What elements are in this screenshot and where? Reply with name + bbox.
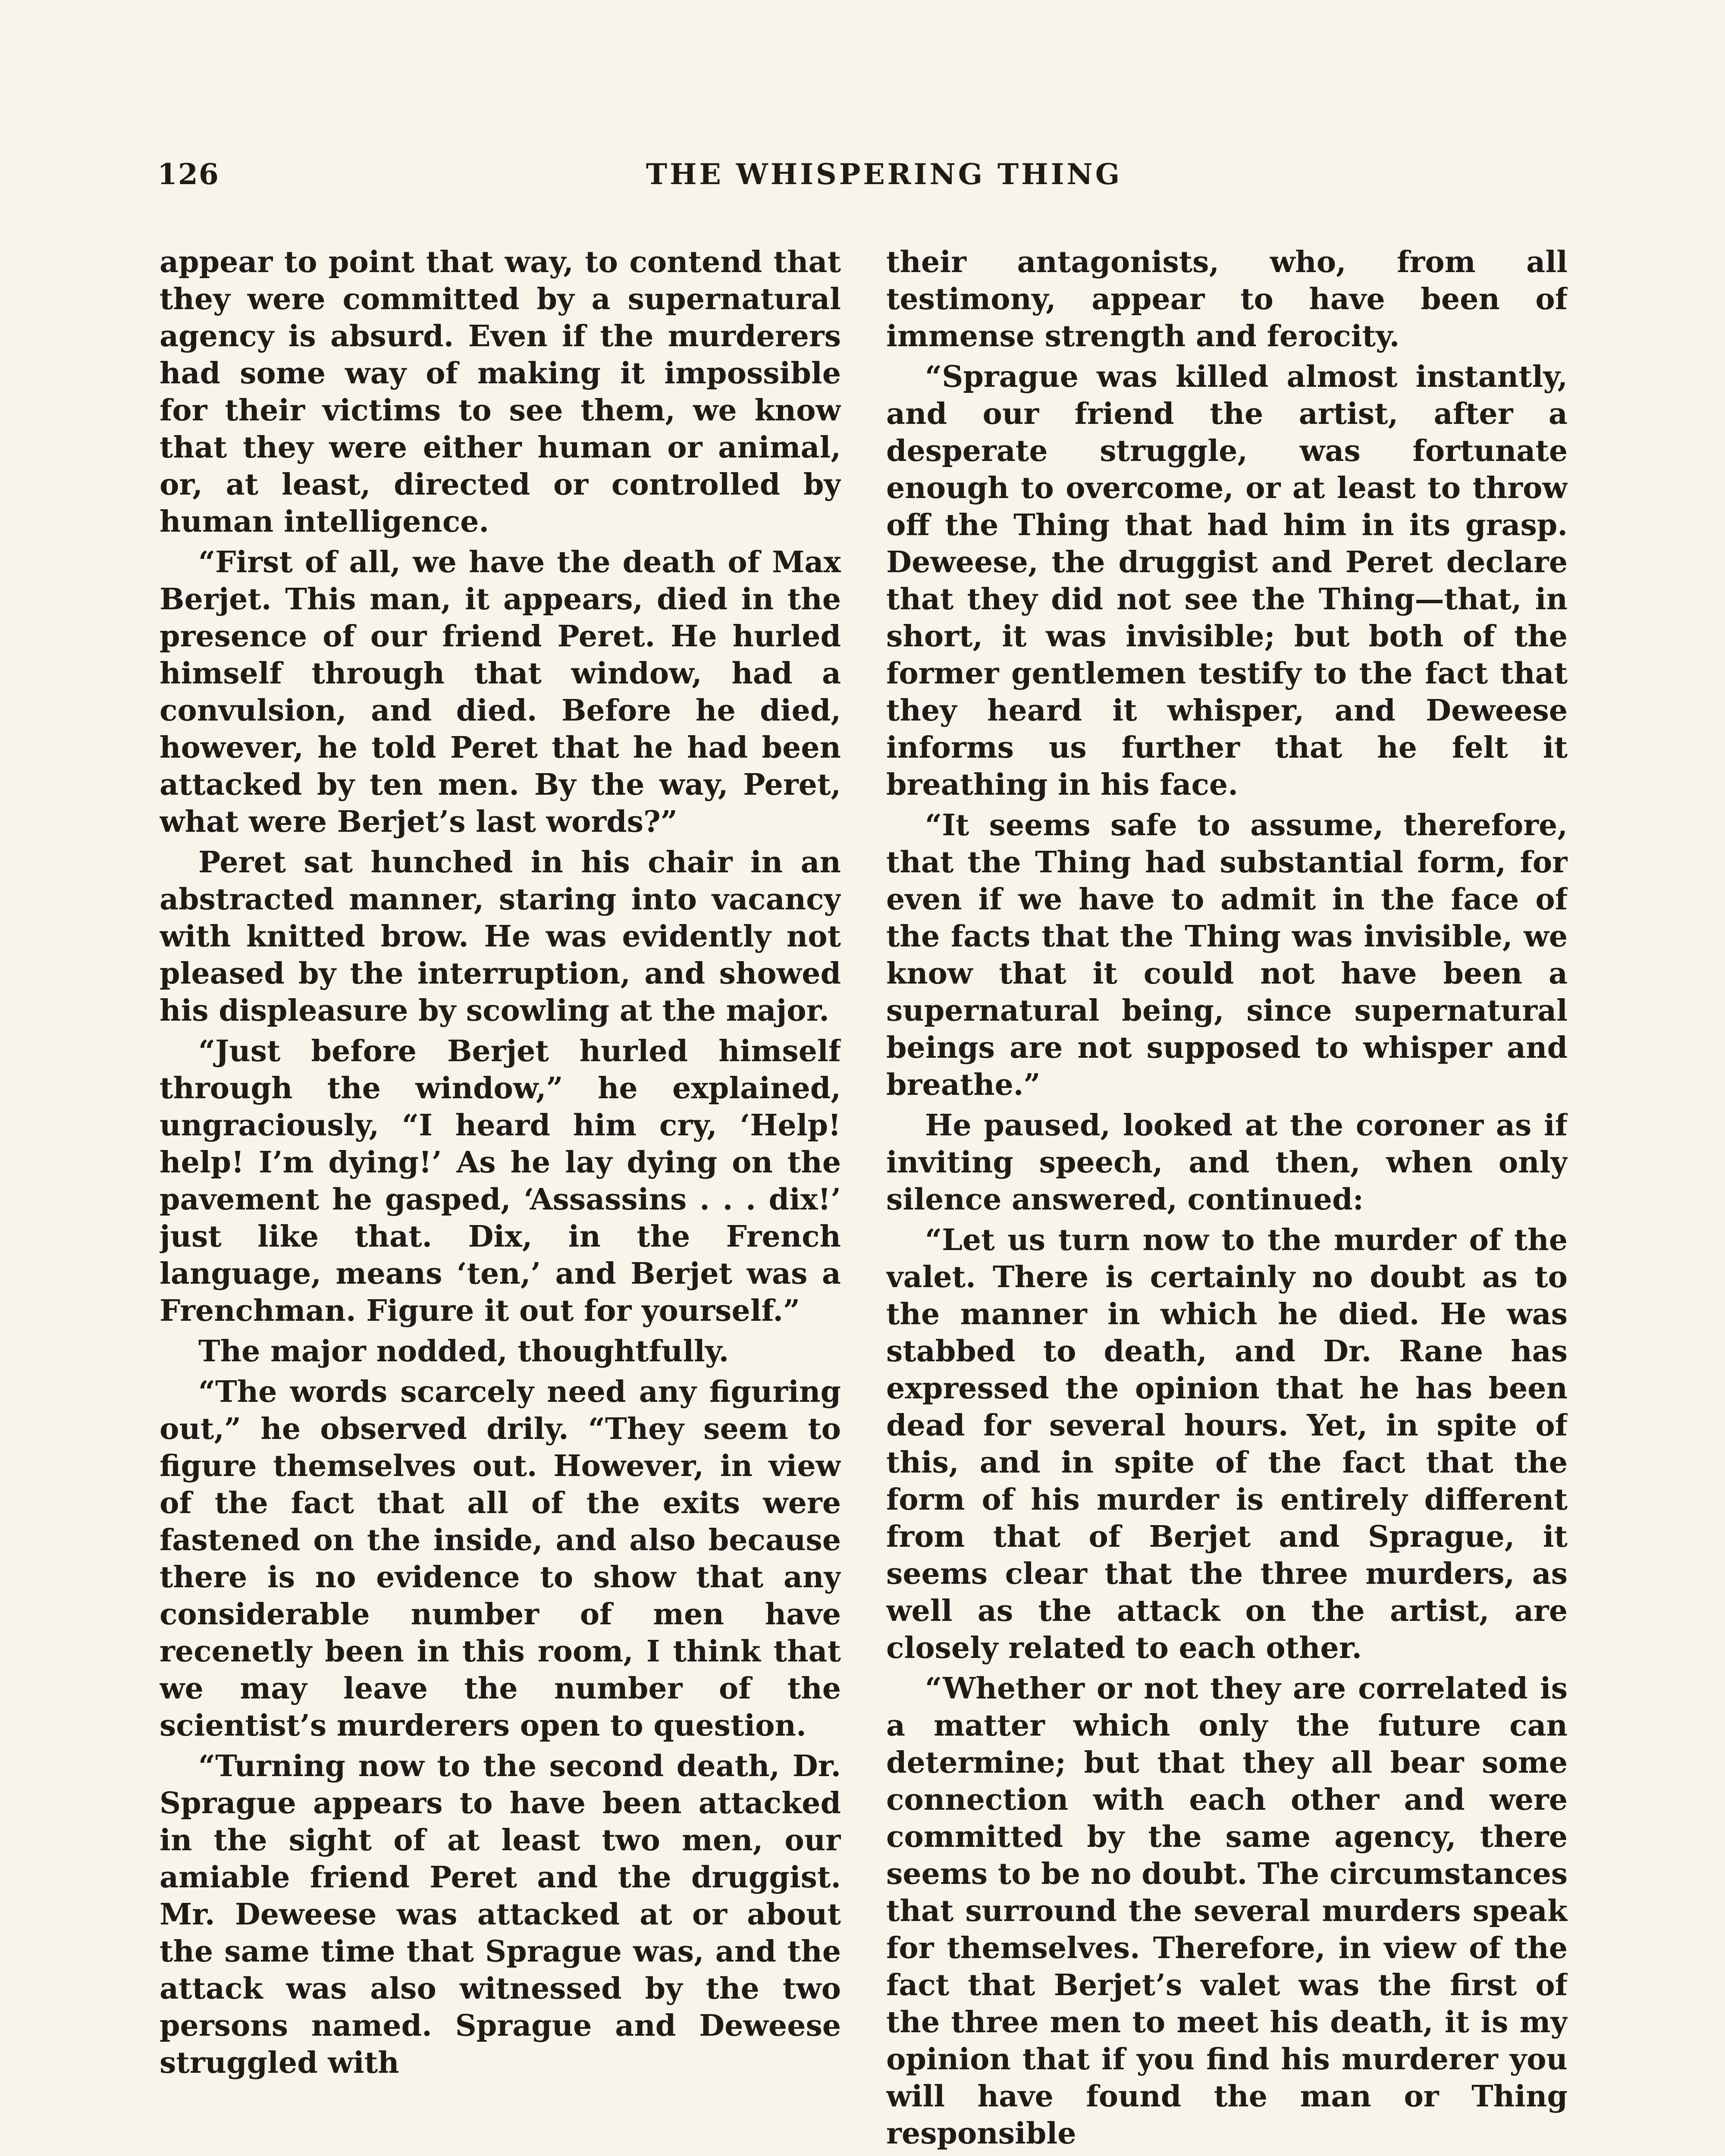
- page-number: 126: [157, 157, 220, 191]
- running-title: THE WHISPERING THING: [646, 157, 1123, 191]
- paragraph: appear to point that way, to contend that they were committed by a supernatural agency is absurd. Even if the murderers had some way of making it impossible for their victims to see them, we know that they were either human or animal, or, at least, directed or controlled by human intelligence.: [160, 245, 841, 539]
- paragraph: “First of all, we have the death of Max Berjet. This man, it appears, died in the presence of our friend Peret. He hurled himself through that window, had a convulsion, and died. Before he died, however, he told Peret that he had been attacked by ten men. By the way, Peret, what were Berjet’s last words?”: [160, 545, 841, 839]
- paragraph: “It seems safe to assume, therefore, that the Thing had substantial form, for even if we have to admit in the face of the facts that the Thing was invisible, we know that it could not have been a supernatural being, since supernatural beings are not supposed to whisper and breathe.”: [886, 808, 1568, 1102]
- paragraph: “Turning now to the second death, Dr. Sprague appears to have been attacked in the sight of at least two men, our amiable friend Peret and the druggist. Mr. Deweese was attacked at or about the same time that Sprague was, and the attack was also witnessed by the two persons named. Sprague and Deweese struggled with: [160, 1749, 841, 2080]
- paragraph: He paused, looked at the coroner as if inviting speech, and then, when only silence answered, continued:: [886, 1108, 1568, 1217]
- text-column-left: [160, 244, 841, 2156]
- paragraph: The major nodded, thoughtfully.: [198, 1334, 729, 1369]
- paragraph: “Let us turn now to the murder of the valet. There is certainly no doubt as to the manner in which he died. He was stabbed to death, and Dr. Rane has expressed the opinion that he has been dead for several hours. Yet, in spite of this, and in spite of the fact that the form of his murder is entirely different from that of Berjet and Sprague, it seems clear that the three murders, as well as the attack on the artist, are closely related to each other.: [886, 1223, 1568, 1665]
- text-column-right: [886, 244, 1568, 2156]
- paragraph: “Just before Berjet hurled himself through the window,” he explained, ungraciously, “I heard him cry, ‘Help! help! I’m dying!’ As he lay dying on the pavement he gasped, ‘Assassins . . . dix!’ just like that. Dix, in the French language, means ‘ten,’ and Berjet was a Frenchman. Figure it out for yourself.”: [160, 1034, 841, 1328]
- paragraph: Peret sat hunched in his chair in an abstracted manner, staring into vacancy with knitted brow. He was evidently not pleased by the interruption, and showed his displeasure by scowling at the major.: [160, 845, 841, 1028]
- paragraph: their antagonists, who, from all testimony, appear to have been of immense strength and ferocity.: [886, 245, 1568, 354]
- paragraph: “Sprague was killed almost instantly, and our friend the artist, after a desperate struggle, was fortunate enough to overcome, or at least to throw off the Thing that had him in its grasp. Deweese, the druggist and Peret declare that they did not see the Thing—that, in short, it was invisible; but both of the former gentlemen testify to the fact that they heard it whisper, and Deweese informs us further that he felt it breathing in his face.: [886, 360, 1568, 802]
- paragraph: “Whether or not they are correlated is a matter which only the future can determine; but that they all bear some connection with each other and were committed by the same agency, there seems to be no doubt. The circumstances that surround the several murders speak for themselves. Therefore, in view of the fact that Berjet’s valet was the first of the three men to meet his death, it is my opinion that if you find his murderer you will have found the man or Thing responsible: [886, 1671, 1568, 2151]
- paragraph: “The words scarcely need any figuring out,” he observed drily. “They seem to figure themselves out. However, in view of the fact that all of the exits were fastened on the inside, and also because there is no evidence to show that any considerable number of men have recenetly been in this room, I think that we may leave the number of the scientist’s murderers open to question.: [160, 1375, 841, 1743]
